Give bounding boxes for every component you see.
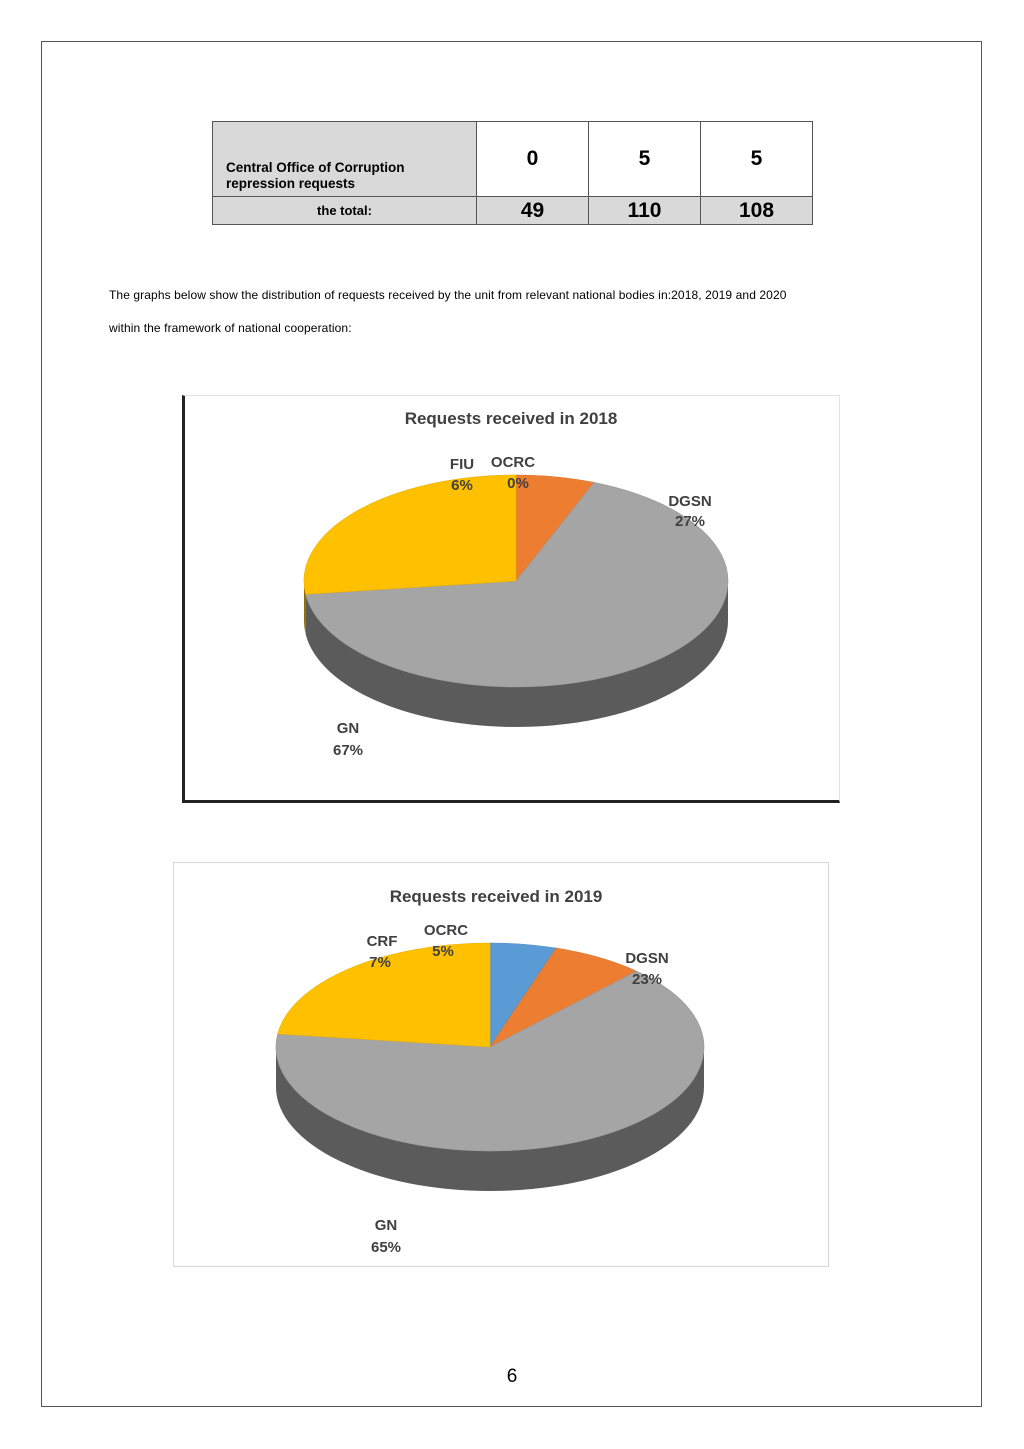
data-label: 7% [369,954,391,971]
chart-title: Requests received in 2018 [404,409,618,428]
data-label: 0% [507,475,529,492]
data-label: 6% [451,477,473,494]
table-cell: 0 [477,122,589,197]
pie-chart-2018 [185,396,840,801]
paragraph-line-1: The graphs below show the distribution of requests received by the unit from relevant national bodies in:2018, 2019 and 2020 [109,288,787,302]
data-label: FIU [449,456,475,473]
pie-chart-2019 [174,863,828,1266]
data-label: 5% [432,943,454,960]
data-label: OCRC [423,922,469,939]
data-label: 65% [370,1239,402,1256]
table-cell: 5 [701,122,813,197]
chart-title: Requests received in 2019 [389,887,603,906]
table-cell: 108 [701,197,813,225]
data-label: 67% [332,742,364,759]
data-label: 27% [674,513,706,530]
data-label: OCRC [490,454,536,471]
table-row [213,122,813,197]
requests-table [212,121,813,225]
data-label: CRF [366,933,398,950]
table-cell: 110 [589,197,701,225]
page-number: 6 [506,1366,518,1387]
chart-2018 [182,395,840,803]
data-label: DGSN [625,950,669,967]
chart-2019 [173,862,829,1267]
row-label: Central Office of Corruption repression requests [213,122,477,197]
data-label: GN [374,1217,398,1234]
data-label: GN [336,720,360,737]
table-row-total [213,197,813,225]
total-label: the total: [213,197,477,225]
data-label: 23% [631,971,663,988]
pie-slice-dgsn [304,475,516,594]
paragraph-line-2: within the framework of national cooperation: [109,321,352,335]
data-label: DGSN [668,493,712,510]
table-cell: 5 [589,122,701,197]
table-cell: 49 [477,197,589,225]
